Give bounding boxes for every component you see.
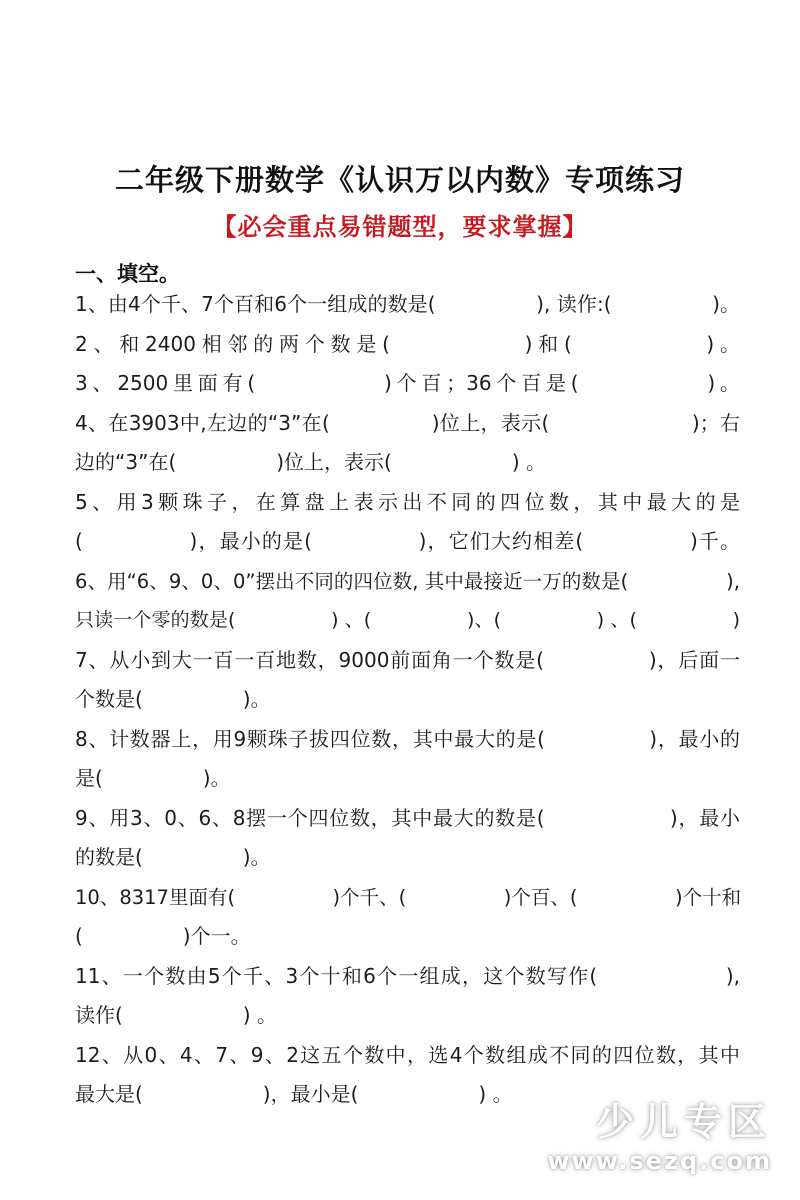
question-line: 7、从小到大一百一百地数，9000前面角一个数是( )，后面一 bbox=[75, 647, 740, 672]
question-list bbox=[75, 285, 740, 1115]
question-line: 1、由4个千、7个百和6个一组成的数是( ), 读作:( )。 bbox=[75, 292, 740, 316]
question-line: 读作( ) 。 bbox=[75, 1003, 277, 1027]
question-line: 边的“3”在( )位上，表示( ) 。 bbox=[75, 450, 547, 474]
question-line: 6、用“6、9、0、0”摆出不同的四位数, 其中最接近一万的数是( ), bbox=[75, 569, 740, 593]
question-line: 是( )。 bbox=[75, 766, 231, 790]
page-title: 二年级下册数学《认识万以内数》专项练习 bbox=[114, 163, 685, 197]
section-heading: 一、填空。 bbox=[75, 262, 180, 286]
watermark-url: www.sezq.com bbox=[547, 1147, 772, 1175]
question-line: ( )，最小的是( )，它们大约相差( )千。 bbox=[75, 529, 740, 553]
site-watermark bbox=[547, 1100, 772, 1178]
question-line: 4、在3903中,左边的“3”在( )位上，表示( )；右 bbox=[75, 410, 740, 435]
question-line: 9、用3、0、6、8摆一个四位数，其中最大的数是( )，最小 bbox=[75, 805, 740, 830]
question-line: 个数是( )。 bbox=[75, 687, 271, 711]
question-line: 只读一个零的数是( ) 、( )、( ) 、( ) bbox=[75, 609, 740, 631]
watermark-name: 少儿专区 bbox=[595, 1100, 772, 1144]
question-line: 8、计数器上，用9颗珠子拔四位数，其中最大的是( )，最小的 bbox=[75, 726, 740, 751]
question-line: 最大是( )，最小是( ) 。 bbox=[75, 1082, 513, 1106]
question-line: ( )个一。 bbox=[75, 924, 251, 948]
question-line: 10、8317里面有( )个千、( )个百、( )个十和 bbox=[75, 885, 742, 909]
page-subtitle: 【必会重点易错题型，要求掌握】 bbox=[212, 213, 588, 241]
question-line: 12、从0、4、7、9、2这五个数中，选4个数组成不同的四位数，其中 bbox=[75, 1042, 740, 1067]
question-line: 5、用3颗珠子，在算盘上表示出不同的四位数，其中最大的是 bbox=[75, 489, 740, 514]
question-line: 3、2500里面有( )个百；36个百是( )。 bbox=[75, 371, 740, 395]
question-line: 2、和2400相邻的两个数是( )和( )。 bbox=[75, 331, 740, 356]
question-line: 的数是( )。 bbox=[75, 845, 271, 869]
question-line: 11、一个数由5个千、3个十和6个一组成，这个数写作( ), bbox=[75, 963, 740, 988]
